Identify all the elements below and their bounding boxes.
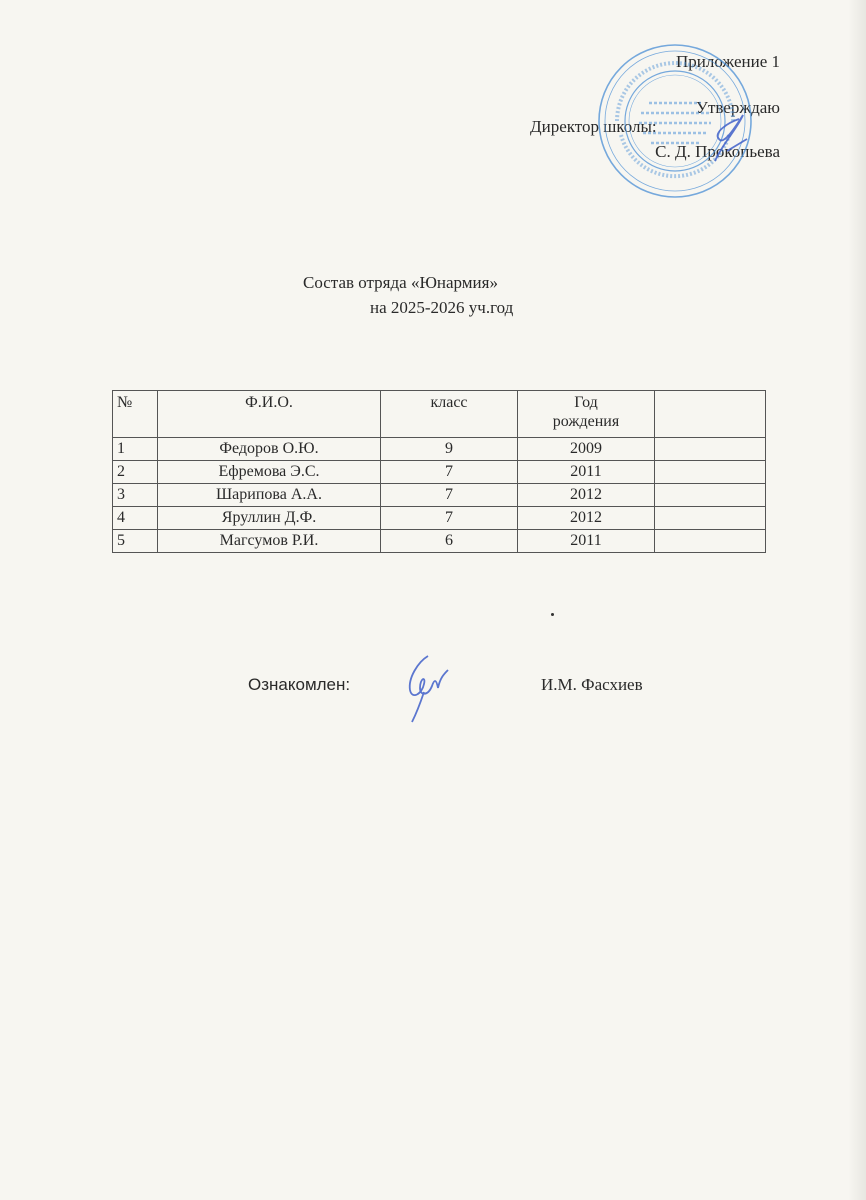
cell-num: 3 bbox=[113, 484, 158, 507]
approval-label: Утверждаю bbox=[695, 98, 780, 117]
table-header-row bbox=[113, 391, 766, 438]
cell-class: 6 bbox=[381, 530, 518, 553]
cell-year: 2011 bbox=[518, 461, 655, 484]
header-extra bbox=[655, 391, 766, 438]
cell-year: 2012 bbox=[518, 484, 655, 507]
header-year bbox=[518, 391, 655, 438]
acknowledgement-signature-icon bbox=[398, 648, 458, 728]
document-subtitle: на 2025-2026 уч.год bbox=[370, 298, 514, 317]
cell-num: 4 bbox=[113, 507, 158, 530]
ink-speck bbox=[551, 613, 554, 616]
scan-edge-shade bbox=[848, 0, 866, 1200]
school-seal-stamp-icon bbox=[597, 43, 753, 199]
annex-label: Приложение 1 bbox=[676, 52, 780, 71]
cell-extra bbox=[655, 484, 766, 507]
roster-table bbox=[112, 390, 766, 553]
cell-fio: Ефремова Э.С. bbox=[158, 461, 381, 484]
cell-extra bbox=[655, 507, 766, 530]
acknowledged-name: И.М. Фасхиев bbox=[541, 675, 643, 694]
cell-class: 7 bbox=[381, 507, 518, 530]
header-fio: Ф.И.О. bbox=[158, 391, 381, 438]
cell-num: 2 bbox=[113, 461, 158, 484]
cell-year: 2012 bbox=[518, 507, 655, 530]
director-name: С. Д. Прокопьева bbox=[655, 142, 780, 161]
cell-extra bbox=[655, 530, 766, 553]
cell-num: 1 bbox=[113, 438, 158, 461]
header-year-line1: Год bbox=[574, 394, 598, 411]
table-row bbox=[113, 461, 766, 484]
header-class: класс bbox=[381, 391, 518, 438]
cell-fio: Федоров О.Ю. bbox=[158, 438, 381, 461]
cell-year: 2011 bbox=[518, 530, 655, 553]
acknowledged-label: Ознакомлен: bbox=[248, 675, 351, 694]
cell-fio: Яруллин Д.Ф. bbox=[158, 507, 381, 530]
table-row bbox=[113, 484, 766, 507]
document-title: Состав отряда «Юнармия» bbox=[303, 273, 498, 292]
director-label: Директор школы: bbox=[530, 117, 657, 136]
cell-extra bbox=[655, 461, 766, 484]
cell-fio: Шарипова А.А. bbox=[158, 484, 381, 507]
cell-class: 9 bbox=[381, 438, 518, 461]
table-row bbox=[113, 438, 766, 461]
header-num: № bbox=[113, 391, 158, 438]
cell-num: 5 bbox=[113, 530, 158, 553]
cell-class: 7 bbox=[381, 461, 518, 484]
cell-year: 2009 bbox=[518, 438, 655, 461]
cell-extra bbox=[655, 438, 766, 461]
cell-fio: Магсумов Р.И. bbox=[158, 530, 381, 553]
table-row bbox=[113, 507, 766, 530]
header-year-line2: рождения bbox=[552, 413, 620, 430]
cell-class: 7 bbox=[381, 484, 518, 507]
table-row bbox=[113, 530, 766, 553]
